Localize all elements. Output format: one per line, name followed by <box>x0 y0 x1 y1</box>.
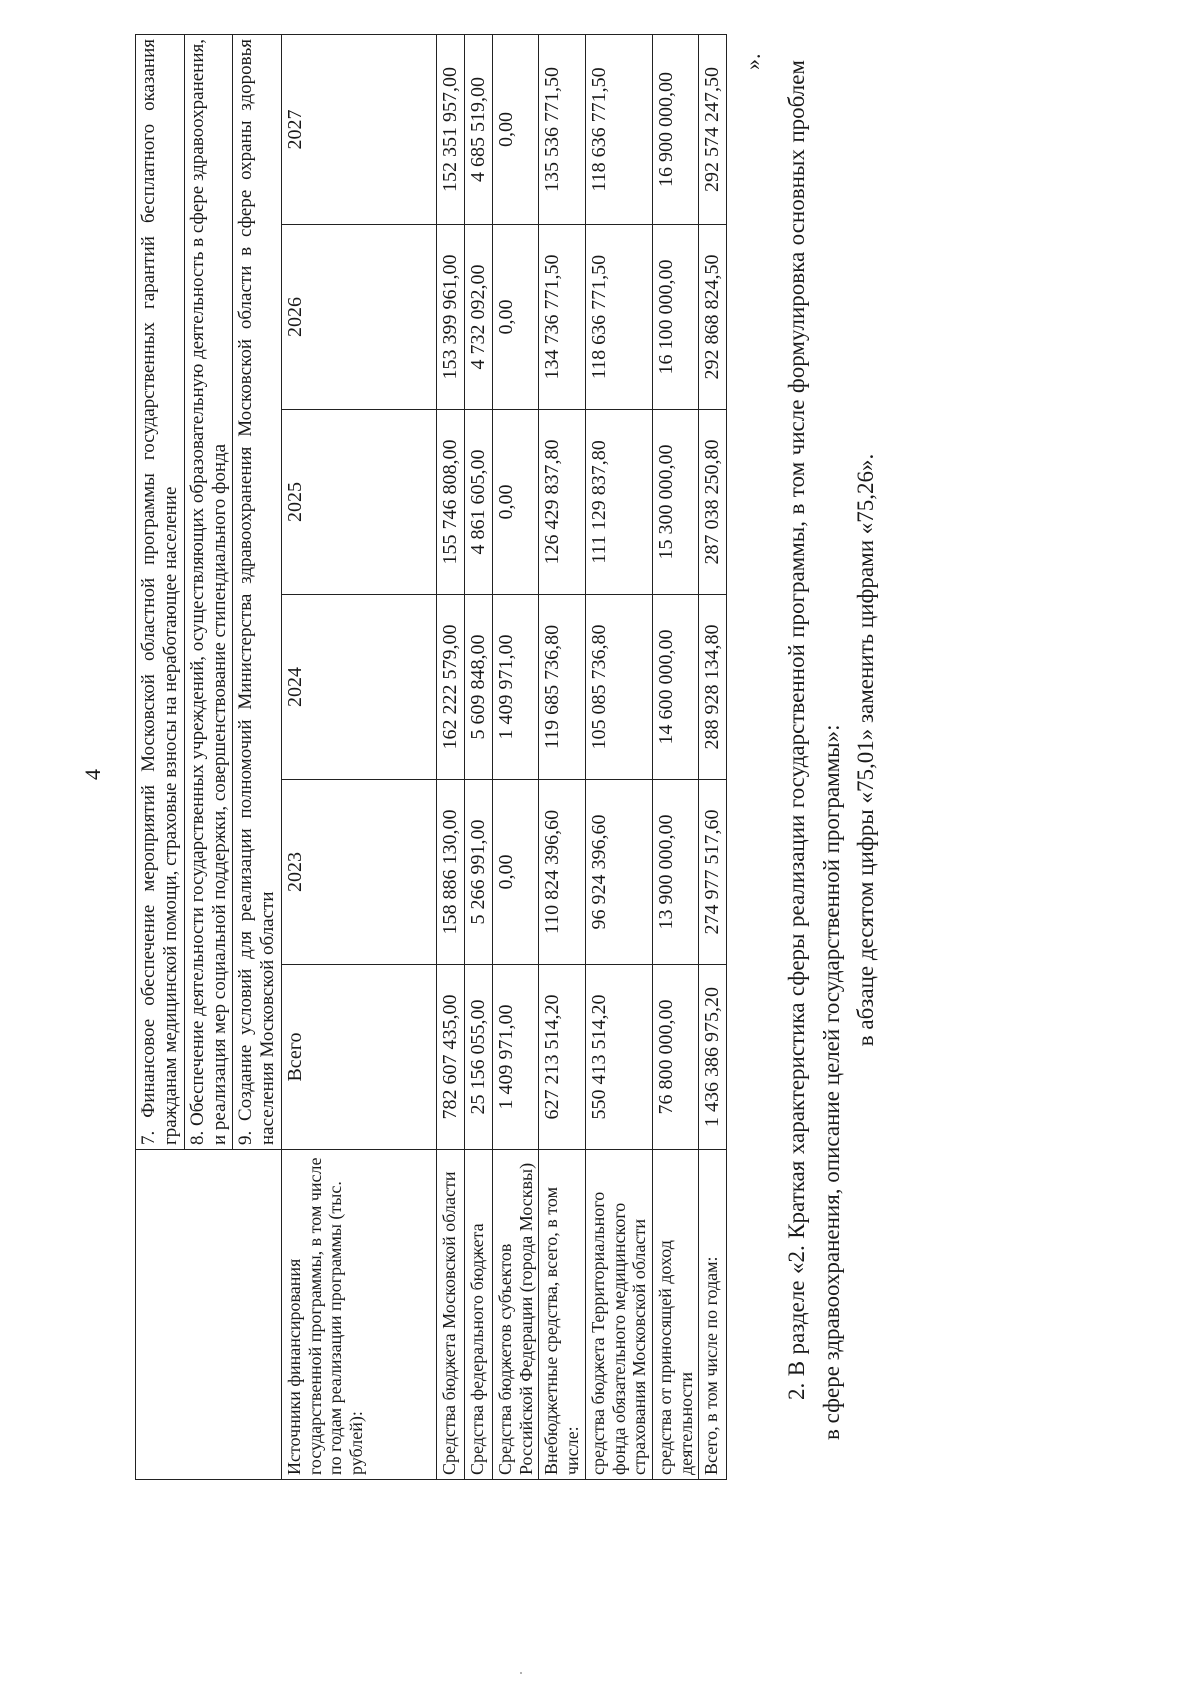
cell-value: 96 924 396,60 <box>585 780 652 965</box>
cell-value: 105 085 736,80 <box>585 595 652 780</box>
cell-value: 14 600 000,00 <box>652 595 698 780</box>
table-row <box>437 34 465 1479</box>
row-label: Средства бюджета Московской области <box>437 1150 465 1480</box>
row-label: Внебюджетные средства, всего, в том числе: <box>539 1150 585 1480</box>
closing-quote: ». <box>740 53 765 70</box>
table-header-row <box>282 34 437 1479</box>
cell-value: 25 156 055,00 <box>465 965 493 1150</box>
cell-value: 292 868 824,50 <box>699 225 727 410</box>
amendment-paragraph: 2. В разделе «2. Краткая характеристика сферы реализации государственной программы, в том числе формулировка основных проблем в сфере здравоохранения, описание целей государственной программы»: <box>784 60 844 1440</box>
cell-value: 152 351 957,00 <box>437 34 465 224</box>
rotated-page <box>80 30 970 1500</box>
cell-value: 119 685 736,80 <box>539 595 585 780</box>
cell-value: 0,00 <box>493 780 539 965</box>
cell-value: 292 574 247,50 <box>699 34 727 224</box>
task-7: 7. Финансовое обеспечение мероприятий Московской областной программы государственных гарантий бесплатного оказания гражданам медицинской помощи, страховые взносы на неработающее население <box>136 34 185 1149</box>
cell-value: 16 900 000,00 <box>652 34 698 224</box>
cell-value: 155 746 808,00 <box>437 410 465 595</box>
column-header: Всего <box>282 965 437 1150</box>
column-header: 2024 <box>282 595 437 780</box>
cell-value: 13 900 000,00 <box>652 780 698 965</box>
cell-value: 1 409 971,00 <box>493 965 539 1150</box>
cell-value: 110 824 396,60 <box>539 780 585 965</box>
cell-value: 1 409 971,00 <box>493 595 539 780</box>
cell-value: 158 886 130,00 <box>437 780 465 965</box>
page-number: 4 <box>80 769 105 780</box>
cell-value: 5 266 991,00 <box>465 780 493 965</box>
table-row <box>585 34 652 1479</box>
cell-value: 135 536 771,50 <box>539 34 585 224</box>
cell-value: 118 636 771,50 <box>585 34 652 224</box>
cell-value: 16 100 000,00 <box>652 225 698 410</box>
header-label: Источники финансирования государственной программы, в том числе по годам реализации программы (тыс. рублей): <box>282 1150 437 1480</box>
table-row <box>652 34 698 1479</box>
cell-value: 287 038 250,80 <box>699 410 727 595</box>
cell-value: 111 129 837,80 <box>585 410 652 595</box>
cell-value: 153 399 961,00 <box>437 225 465 410</box>
cell-value: 288 928 134,80 <box>699 595 727 780</box>
column-header: 2027 <box>282 34 437 224</box>
cell-value: 4 732 092,00 <box>465 225 493 410</box>
row-label: Средства федерального бюджета <box>465 1150 493 1480</box>
table-row <box>465 34 493 1479</box>
task-9: 9. Создание условий для реализации полномочий Министерства здравоохранения Московской области в сфере охраны здоровья населения Московской области <box>233 34 282 1149</box>
cell-value: 550 413 514,20 <box>585 965 652 1150</box>
cell-value: 4 685 519,00 <box>465 34 493 224</box>
cell-value: 118 636 771,50 <box>585 225 652 410</box>
task-8: 8. Обеспечение деятельности государственных учреждений, осуществляющих образовательную деятельность в сфере здравоохранения, и реализация мер социальной поддержки, совершенствование стипендиального фонда <box>184 34 233 1149</box>
table-row <box>539 34 585 1479</box>
cell-value: 76 800 000,00 <box>652 965 698 1150</box>
cell-value: 4 861 605,00 <box>465 410 493 595</box>
financing-table <box>135 34 727 1480</box>
cell-value: 126 429 837,80 <box>539 410 585 595</box>
cell-value: 134 736 771,50 <box>539 225 585 410</box>
row-label: средства от приносящей доход деятельности <box>652 1150 698 1480</box>
column-header: 2023 <box>282 780 437 965</box>
cell-value: 0,00 <box>493 410 539 595</box>
row-label: средства бюджета Территориального фонда обязательного медицинского страхования Московской области <box>585 1150 652 1480</box>
scan-speck <box>520 1672 522 1674</box>
cell-value: 162 222 579,00 <box>437 595 465 780</box>
row-label: Средства бюджетов субъектов Российской Федерации (города Москвы) <box>493 1150 539 1480</box>
cell-value: 782 607 435,00 <box>437 965 465 1150</box>
cell-value: 0,00 <box>493 225 539 410</box>
cell-value: 15 300 000,00 <box>652 410 698 595</box>
amendment-paragraph: в абзаце десятом цифры «75,01» заменить цифрами «75,26». <box>853 453 878 1047</box>
cell-value: 0,00 <box>493 34 539 224</box>
amendment-text <box>780 60 884 1440</box>
table-row <box>493 34 539 1479</box>
row-label: Всего, в том числе по годам: <box>699 1150 727 1480</box>
table-row-total <box>699 34 727 1479</box>
cell-value: 5 609 848,00 <box>465 595 493 780</box>
cell-value: 627 213 514,20 <box>539 965 585 1150</box>
cell-value: 1 436 386 975,20 <box>699 965 727 1150</box>
column-header: 2026 <box>282 225 437 410</box>
column-header: 2025 <box>282 410 437 595</box>
task-row <box>136 34 185 1479</box>
empty-cell <box>136 1150 282 1480</box>
cell-value: 274 977 517,60 <box>699 780 727 965</box>
